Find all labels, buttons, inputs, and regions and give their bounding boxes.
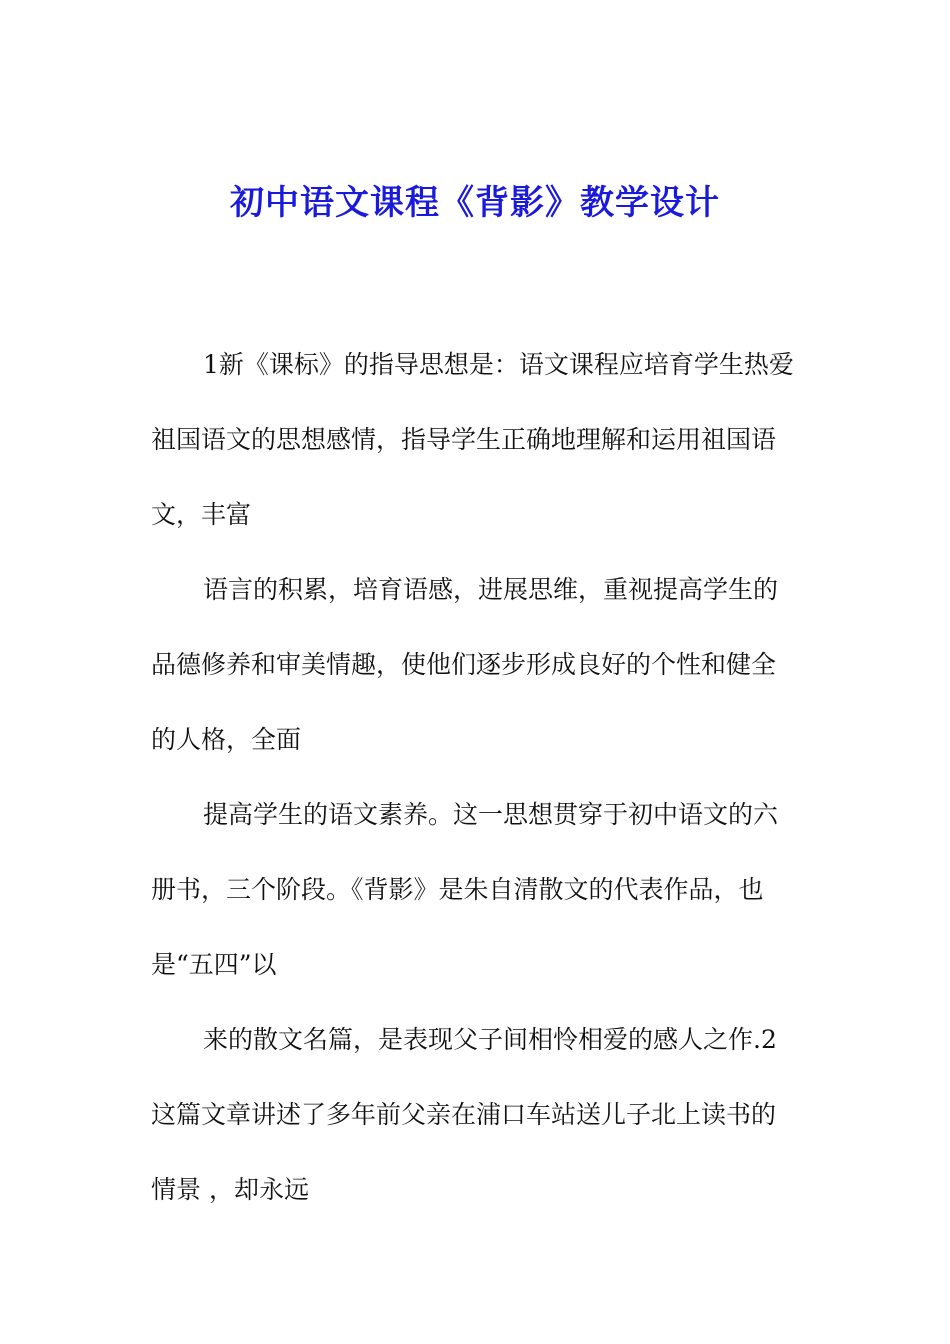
text-line: 情景 ，却永远 — [151, 1175, 309, 1204]
document-title: 初中语文课程《背影》教学设计 — [230, 183, 720, 223]
text-line: 提高学生的语文素养。这一思想贯穿于初中语文的六 — [203, 800, 779, 829]
text-line: 这篇文章讲述了多年前父亲在浦口车站送儿子北上读书的 — [151, 1100, 777, 1129]
text-line: 文，丰富 — [151, 500, 252, 529]
text-line: 1新《课标》的指导思想是：语文课程应培育学生热爱 — [203, 350, 794, 379]
paragraph-2 — [151, 552, 811, 777]
document-body — [151, 327, 811, 1227]
paragraph-1 — [151, 327, 811, 552]
text-line: 的人格，全面 — [151, 725, 302, 754]
text-line: 是“五四”以 — [151, 950, 277, 979]
paragraph-4 — [151, 1002, 811, 1227]
text-line: 来的散文名篇，是表现父子间相怜相爱的感人之作.2 — [203, 1025, 777, 1054]
text-line: 语言的积累，培育语感，进展思维，重视提高学生的 — [203, 575, 779, 604]
text-line: 祖国语文的思想感情，指导学生正确地理解和运用祖国语 — [151, 425, 777, 454]
text-line: 册书，三个阶段。《背影》是朱自清散文的代表作品，也 — [151, 875, 764, 904]
paragraph-3 — [151, 777, 811, 1002]
text-line: 品德修养和审美情趣，使他们逐步形成良好的个性和健全 — [151, 650, 777, 679]
